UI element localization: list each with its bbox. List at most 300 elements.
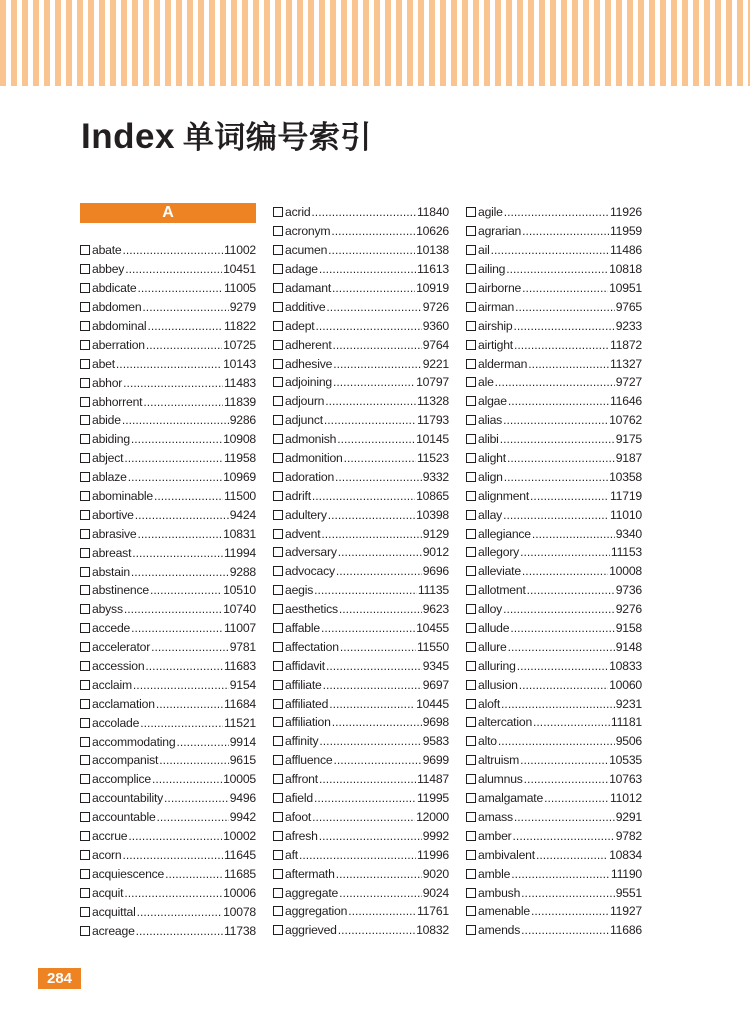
entry-number: 10143 bbox=[223, 356, 256, 371]
index-entry bbox=[273, 845, 449, 864]
checkbox[interactable] bbox=[466, 321, 476, 331]
checkbox[interactable] bbox=[273, 869, 283, 879]
dot-leader bbox=[338, 545, 422, 559]
checkbox[interactable] bbox=[273, 642, 283, 652]
entry-number: 9623 bbox=[422, 602, 449, 617]
dot-leader bbox=[323, 678, 422, 692]
index-entry bbox=[80, 260, 256, 279]
index-entry bbox=[273, 902, 449, 921]
checkbox[interactable] bbox=[80, 699, 90, 709]
dot-leader bbox=[316, 319, 422, 333]
checkbox[interactable] bbox=[466, 264, 476, 274]
dot-leader bbox=[501, 697, 615, 711]
checkbox[interactable] bbox=[273, 699, 283, 709]
entry-word: ambivalent bbox=[478, 847, 535, 862]
dot-leader bbox=[319, 262, 416, 276]
checkbox[interactable] bbox=[273, 377, 283, 387]
dot-leader bbox=[533, 715, 610, 729]
index-entry bbox=[80, 430, 256, 449]
entry-word: aft bbox=[285, 847, 298, 862]
checkbox[interactable] bbox=[273, 888, 283, 898]
entry-word: allude bbox=[478, 621, 510, 636]
checkbox[interactable] bbox=[466, 226, 476, 236]
dot-leader bbox=[154, 489, 223, 503]
index-entry bbox=[466, 373, 642, 392]
checkbox[interactable] bbox=[466, 623, 476, 633]
checkbox[interactable] bbox=[273, 566, 283, 576]
entry-word: accountable bbox=[92, 810, 156, 825]
entry-word: adjunct bbox=[285, 413, 323, 428]
checkbox[interactable] bbox=[273, 812, 283, 822]
checkbox[interactable] bbox=[80, 264, 90, 274]
checkbox[interactable] bbox=[80, 888, 90, 898]
entry-number: 9726 bbox=[422, 299, 449, 314]
entry-number: 11012 bbox=[610, 791, 642, 806]
checkbox[interactable] bbox=[273, 245, 283, 255]
entry-number: 10818 bbox=[609, 262, 642, 277]
dot-leader bbox=[145, 659, 223, 673]
index-entry bbox=[466, 902, 642, 921]
entry-number: 9340 bbox=[615, 526, 642, 541]
checkbox[interactable] bbox=[273, 302, 283, 312]
checkbox[interactable] bbox=[273, 491, 283, 501]
index-entry bbox=[466, 845, 642, 864]
entry-number: 11738 bbox=[224, 923, 256, 938]
index-entry bbox=[80, 751, 256, 770]
dot-leader bbox=[508, 394, 609, 408]
dot-leader bbox=[491, 243, 609, 257]
checkbox[interactable] bbox=[466, 699, 476, 709]
dot-leader bbox=[326, 300, 421, 314]
checkbox[interactable] bbox=[80, 642, 90, 652]
dot-leader bbox=[319, 829, 422, 843]
checkbox[interactable] bbox=[273, 680, 283, 690]
checkbox[interactable] bbox=[273, 472, 283, 482]
checkbox[interactable] bbox=[80, 661, 90, 671]
entry-number: 11683 bbox=[224, 659, 256, 674]
checkbox[interactable] bbox=[273, 453, 283, 463]
dot-leader bbox=[146, 338, 222, 352]
checkbox[interactable] bbox=[466, 888, 476, 898]
index-entry bbox=[80, 505, 256, 524]
checkbox[interactable] bbox=[466, 245, 476, 255]
dot-leader bbox=[165, 867, 223, 881]
checkbox[interactable] bbox=[466, 642, 476, 652]
checkbox[interactable] bbox=[273, 736, 283, 746]
entry-number: 9914 bbox=[229, 734, 256, 749]
index-entry bbox=[80, 524, 256, 543]
checkbox[interactable] bbox=[273, 321, 283, 331]
checkbox[interactable] bbox=[466, 661, 476, 671]
entry-number: 10005 bbox=[223, 772, 256, 787]
entry-word: accession bbox=[92, 659, 145, 674]
index-entry bbox=[80, 846, 256, 865]
checkbox[interactable] bbox=[273, 396, 283, 406]
index-entry bbox=[466, 675, 642, 694]
checkbox[interactable] bbox=[466, 359, 476, 369]
entry-word: aegis bbox=[285, 583, 314, 598]
entry-number: 10951 bbox=[609, 281, 642, 295]
index-entry bbox=[273, 675, 449, 694]
checkbox[interactable] bbox=[466, 812, 476, 822]
checkbox[interactable] bbox=[273, 415, 283, 425]
checkbox[interactable] bbox=[466, 774, 476, 784]
checkbox[interactable] bbox=[80, 283, 90, 293]
entry-word: abstain bbox=[92, 564, 130, 579]
checkbox[interactable] bbox=[80, 718, 90, 728]
entry-number: 9781 bbox=[229, 640, 256, 655]
index-entry bbox=[466, 921, 642, 940]
dot-leader bbox=[312, 810, 415, 824]
entry-word: ale bbox=[478, 375, 494, 390]
page-number: 284 bbox=[38, 968, 81, 989]
dot-leader bbox=[504, 205, 609, 219]
entry-word: acclaim bbox=[92, 677, 132, 692]
checkbox[interactable] bbox=[80, 510, 90, 520]
checkbox[interactable] bbox=[466, 434, 476, 444]
checkbox[interactable] bbox=[80, 926, 90, 936]
entry-number: 11190 bbox=[610, 866, 642, 881]
checkbox[interactable] bbox=[273, 661, 283, 671]
entry-word: aggregation bbox=[285, 904, 348, 919]
index-entry bbox=[466, 335, 642, 354]
index-entry bbox=[80, 392, 256, 411]
index-entry bbox=[466, 524, 642, 543]
checkbox[interactable] bbox=[80, 793, 90, 803]
checkbox[interactable] bbox=[466, 510, 476, 520]
checkbox[interactable] bbox=[466, 925, 476, 935]
checkbox[interactable] bbox=[466, 850, 476, 860]
entry-number: 11793 bbox=[417, 413, 449, 428]
entry-number: 11613 bbox=[417, 262, 449, 277]
checkbox[interactable] bbox=[273, 264, 283, 274]
entry-number: 11995 bbox=[417, 791, 449, 806]
checkbox[interactable] bbox=[80, 737, 90, 747]
entry-number: 10833 bbox=[609, 658, 642, 673]
index-entry bbox=[80, 732, 256, 751]
entry-word: algae bbox=[478, 394, 507, 409]
index-entry bbox=[273, 732, 449, 751]
entry-word: accompanist bbox=[92, 753, 159, 768]
entry-word: affectation bbox=[285, 639, 339, 654]
entry-word: ambush bbox=[478, 885, 521, 900]
checkbox[interactable] bbox=[466, 736, 476, 746]
checkbox[interactable] bbox=[80, 302, 90, 312]
checkbox[interactable] bbox=[80, 869, 90, 879]
checkbox[interactable] bbox=[273, 585, 283, 595]
dot-leader bbox=[311, 205, 416, 219]
dot-leader bbox=[124, 886, 222, 900]
checkbox[interactable] bbox=[466, 831, 476, 841]
entry-number: 11523 bbox=[417, 451, 449, 466]
entry-word: additive bbox=[285, 299, 326, 314]
dot-leader bbox=[331, 224, 415, 238]
entry-number: 9764 bbox=[422, 337, 449, 352]
index-entry bbox=[466, 883, 642, 902]
entry-number: 11719 bbox=[610, 488, 642, 503]
entry-number: 11959 bbox=[610, 224, 642, 239]
checkbox[interactable] bbox=[466, 585, 476, 595]
checkbox[interactable] bbox=[80, 907, 90, 917]
checkbox[interactable] bbox=[466, 793, 476, 803]
entry-number: 9154 bbox=[229, 677, 256, 692]
entry-number: 11007 bbox=[224, 621, 256, 636]
checkbox[interactable] bbox=[80, 755, 90, 765]
checkbox[interactable] bbox=[466, 680, 476, 690]
entry-word: abdomen bbox=[92, 300, 142, 315]
checkbox[interactable] bbox=[273, 283, 283, 293]
index-entry bbox=[273, 713, 449, 732]
index-entry bbox=[80, 487, 256, 506]
checkbox[interactable] bbox=[273, 510, 283, 520]
entry-number: 9233 bbox=[615, 318, 642, 333]
checkbox[interactable] bbox=[466, 396, 476, 406]
entry-word: amber bbox=[478, 828, 512, 843]
entry-number: 9698 bbox=[422, 715, 449, 730]
checkbox[interactable] bbox=[273, 604, 283, 614]
checkbox[interactable] bbox=[80, 359, 90, 369]
checkbox[interactable] bbox=[273, 906, 283, 916]
entry-word: ail bbox=[478, 243, 490, 258]
entry-number: 10455 bbox=[416, 621, 449, 636]
checkbox[interactable] bbox=[273, 925, 283, 935]
checkbox[interactable] bbox=[80, 850, 90, 860]
entry-number: 9012 bbox=[422, 545, 449, 560]
checkbox[interactable] bbox=[466, 472, 476, 482]
checkbox[interactable] bbox=[466, 566, 476, 576]
checkbox[interactable] bbox=[80, 567, 90, 577]
entry-number: 11483 bbox=[224, 375, 256, 390]
entry-number: 10006 bbox=[223, 885, 256, 900]
checkbox[interactable] bbox=[466, 906, 476, 916]
entry-number: 10919 bbox=[416, 281, 449, 295]
checkbox[interactable] bbox=[273, 793, 283, 803]
dot-leader bbox=[329, 697, 415, 711]
index-entry bbox=[273, 600, 449, 619]
entry-number: 10740 bbox=[223, 602, 256, 617]
index-entry bbox=[273, 770, 449, 789]
checkbox[interactable] bbox=[80, 623, 90, 633]
checkbox[interactable] bbox=[273, 850, 283, 860]
checkbox[interactable] bbox=[80, 397, 90, 407]
entry-number: 9345 bbox=[422, 658, 449, 673]
index-entry bbox=[80, 619, 256, 638]
checkbox[interactable] bbox=[273, 529, 283, 539]
entry-word: acquiescence bbox=[92, 866, 165, 881]
entry-number: 9187 bbox=[615, 451, 642, 466]
entry-number: 9175 bbox=[615, 432, 642, 447]
entry-number: 10834 bbox=[609, 847, 642, 862]
index-entry bbox=[273, 694, 449, 713]
checkbox[interactable] bbox=[466, 302, 476, 312]
checkbox[interactable] bbox=[80, 245, 90, 255]
dot-leader bbox=[135, 508, 229, 522]
dot-leader bbox=[544, 791, 609, 805]
entry-number: 10358 bbox=[609, 469, 642, 484]
checkbox[interactable] bbox=[466, 869, 476, 879]
index-column-1 bbox=[80, 203, 256, 940]
index-column-2 bbox=[273, 203, 449, 940]
index-entry bbox=[273, 411, 449, 430]
decorative-stripes bbox=[0, 0, 750, 86]
checkbox[interactable] bbox=[80, 378, 90, 388]
checkbox[interactable] bbox=[466, 415, 476, 425]
index-entry bbox=[273, 430, 449, 449]
dot-leader bbox=[332, 281, 415, 295]
dot-leader bbox=[131, 432, 222, 446]
entry-word: airman bbox=[478, 299, 515, 314]
entry-number: 11685 bbox=[224, 866, 256, 881]
entry-number: 9279 bbox=[229, 300, 256, 315]
dot-leader bbox=[128, 470, 222, 484]
dot-leader bbox=[504, 470, 608, 484]
checkbox[interactable] bbox=[80, 340, 90, 350]
entry-word: aftermath bbox=[285, 866, 335, 881]
checkbox[interactable] bbox=[80, 453, 90, 463]
entry-number: 11926 bbox=[610, 205, 642, 220]
entry-number: 10797 bbox=[416, 375, 449, 390]
entry-word: afield bbox=[285, 791, 313, 806]
dot-leader bbox=[514, 319, 615, 333]
entry-word: accountability bbox=[92, 791, 164, 806]
index-entry bbox=[80, 449, 256, 468]
dot-leader bbox=[510, 621, 614, 635]
checkbox[interactable] bbox=[466, 529, 476, 539]
dot-leader bbox=[321, 527, 421, 541]
entry-word: accede bbox=[92, 621, 131, 636]
index-entry bbox=[466, 656, 642, 675]
entry-word: abrasive bbox=[92, 526, 137, 541]
checkbox[interactable] bbox=[466, 491, 476, 501]
entry-number: 10510 bbox=[223, 583, 256, 598]
index-entry bbox=[273, 241, 449, 260]
checkbox[interactable] bbox=[273, 434, 283, 444]
entry-word: abreast bbox=[92, 545, 132, 560]
dot-leader bbox=[124, 451, 223, 465]
entry-number: 11181 bbox=[610, 715, 642, 730]
index-entry bbox=[273, 373, 449, 392]
index-entry bbox=[273, 316, 449, 335]
index-entry bbox=[80, 279, 256, 298]
entry-word: accelerator bbox=[92, 640, 151, 655]
entry-number: 10078 bbox=[223, 904, 256, 919]
checkbox[interactable] bbox=[80, 680, 90, 690]
checkbox[interactable] bbox=[273, 547, 283, 557]
dot-leader bbox=[521, 886, 615, 900]
checkbox[interactable] bbox=[466, 547, 476, 557]
entry-word: aggregate bbox=[285, 885, 339, 900]
checkbox[interactable] bbox=[80, 321, 90, 331]
index-entry bbox=[273, 751, 449, 770]
checkbox[interactable] bbox=[80, 415, 90, 425]
title-en: Index bbox=[81, 117, 175, 156]
checkbox[interactable] bbox=[273, 831, 283, 841]
dot-leader bbox=[500, 432, 615, 446]
entry-number: 10969 bbox=[223, 470, 256, 485]
checkbox[interactable] bbox=[273, 623, 283, 633]
entry-word: affluence bbox=[285, 753, 333, 768]
checkbox[interactable] bbox=[80, 604, 90, 614]
entry-word: acquittal bbox=[92, 904, 136, 919]
checkbox[interactable] bbox=[80, 434, 90, 444]
checkbox[interactable] bbox=[466, 755, 476, 765]
dot-leader bbox=[340, 640, 416, 654]
index-entry bbox=[273, 921, 449, 940]
checkbox[interactable] bbox=[273, 207, 283, 217]
index-entry bbox=[466, 467, 642, 486]
index-entry bbox=[80, 411, 256, 430]
entry-word: allay bbox=[478, 507, 503, 522]
entry-word: abdicate bbox=[92, 281, 137, 296]
checkbox[interactable] bbox=[466, 453, 476, 463]
entry-number: 9276 bbox=[615, 602, 642, 617]
entry-number: 9158 bbox=[615, 621, 642, 636]
entry-number: 10865 bbox=[416, 488, 449, 503]
index-entry bbox=[273, 279, 449, 298]
entry-word: acronym bbox=[285, 224, 331, 239]
dot-leader bbox=[337, 432, 415, 446]
checkbox[interactable] bbox=[466, 604, 476, 614]
dot-leader bbox=[333, 753, 421, 767]
checkbox[interactable] bbox=[466, 377, 476, 387]
dot-leader bbox=[332, 715, 422, 729]
dot-leader bbox=[133, 678, 229, 692]
entry-word: abbey bbox=[92, 262, 125, 277]
checkbox[interactable] bbox=[80, 529, 90, 539]
entry-number: 9699 bbox=[422, 753, 449, 768]
entry-number: 11521 bbox=[224, 715, 256, 730]
checkbox[interactable] bbox=[80, 774, 90, 784]
entry-number: 10445 bbox=[416, 696, 449, 711]
entry-number: 10908 bbox=[223, 432, 256, 447]
entry-word: amenable bbox=[478, 904, 530, 919]
checkbox[interactable] bbox=[80, 491, 90, 501]
entry-word: afresh bbox=[285, 828, 318, 843]
checkbox[interactable] bbox=[273, 774, 283, 784]
checkbox[interactable] bbox=[80, 812, 90, 822]
checkbox[interactable] bbox=[273, 755, 283, 765]
checkbox[interactable] bbox=[466, 207, 476, 217]
checkbox[interactable] bbox=[273, 359, 283, 369]
checkbox[interactable] bbox=[466, 283, 476, 293]
checkbox[interactable] bbox=[80, 548, 90, 558]
entry-word: adrift bbox=[285, 488, 311, 503]
entry-number: 11645 bbox=[224, 847, 256, 862]
index-entry bbox=[80, 600, 256, 619]
index-entry bbox=[80, 902, 256, 921]
index-entry bbox=[80, 468, 256, 487]
checkbox[interactable] bbox=[273, 340, 283, 350]
entry-word: alias bbox=[478, 413, 503, 428]
entry-word: alibi bbox=[478, 432, 499, 447]
entry-number: 11761 bbox=[417, 904, 449, 919]
dot-leader bbox=[511, 867, 610, 881]
checkbox[interactable] bbox=[80, 472, 90, 482]
entry-word: accomplice bbox=[92, 772, 151, 787]
entry-word: alleviate bbox=[478, 564, 521, 579]
checkbox[interactable] bbox=[273, 226, 283, 236]
entry-word: aberration bbox=[92, 337, 145, 352]
dot-leader bbox=[132, 546, 223, 560]
checkbox[interactable] bbox=[466, 717, 476, 727]
checkbox[interactable] bbox=[80, 585, 90, 595]
dot-leader bbox=[116, 357, 222, 371]
checkbox[interactable] bbox=[273, 717, 283, 727]
entry-word: alderman bbox=[478, 356, 528, 371]
checkbox[interactable] bbox=[80, 831, 90, 841]
dot-leader bbox=[122, 413, 229, 427]
checkbox[interactable] bbox=[466, 340, 476, 350]
